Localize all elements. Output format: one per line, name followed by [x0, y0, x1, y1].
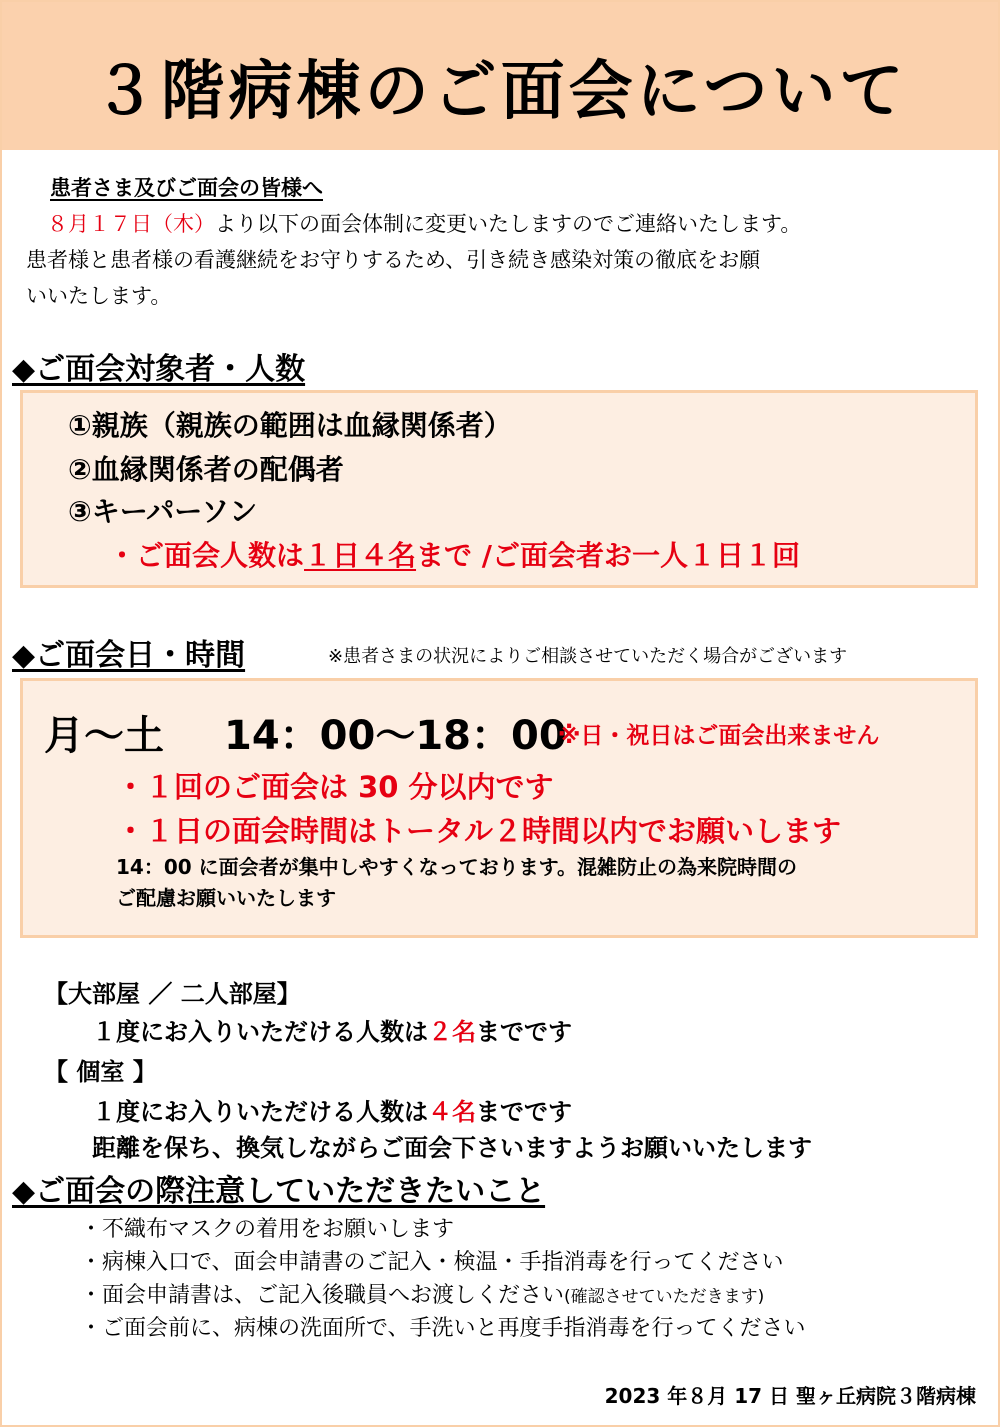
closed-days-note: ※日・祝日はご面会出来ません	[558, 723, 880, 749]
private-room-prefix: １度にお入りいただける人数は	[92, 1098, 428, 1126]
section-heading-precautions-text: ◆ご面会の際注意していただきたいこと	[12, 1174, 546, 1209]
shared-room-count: ２名	[428, 1018, 476, 1046]
hours-consult-note: ※患者さまの状況によりご相談させていただく場合がございます	[328, 646, 848, 667]
congestion-note-1: 14：00 に面会者が集中しやすくなっております。混雑防止の為来院時間の	[116, 855, 798, 879]
congestion-note-2: ご配慮お願いいたします	[116, 886, 336, 910]
intro-date: ８月１７日（木）	[47, 212, 215, 236]
visitor-limit	[108, 534, 800, 574]
intro-line-1-rest: より以下の面会体制に変更いたしますのでご連絡いたします。	[215, 212, 802, 236]
section-heading-hours	[12, 630, 245, 674]
visitor-limit-underlined: １日４名	[304, 539, 417, 572]
private-room-heading: 【 個室 】	[44, 1058, 157, 1086]
section-heading-visitors	[12, 344, 305, 388]
distance-note: 距離を保ち、換気しながらご面会下さいますようお願いいたします	[92, 1134, 812, 1162]
private-room-limit	[92, 1092, 572, 1127]
precaution-item-4: ・ご面会前に、病棟の洗面所で、手洗いと再度手指消毒を行ってください	[80, 1316, 806, 1341]
intro-line-2: 患者様と患者様の看護継続をお守りするため、引き続き感染対策の徹底をお願	[26, 248, 761, 272]
greeting: 患者さま及びご面会の皆様へ	[50, 176, 323, 200]
private-room-suffix: までです	[476, 1098, 572, 1126]
title-banner	[2, 2, 998, 150]
visit-days: 月～土	[44, 713, 164, 759]
visit-hours: 14：00～18：00	[224, 713, 567, 759]
private-room-count: ４名	[428, 1098, 476, 1126]
visitor-limit-suffix: まで /ご面会者お一人１日１回	[416, 539, 801, 572]
precaution-item-3	[80, 1278, 764, 1309]
section-heading-hours-text: ◆ご面会日・時間	[12, 638, 246, 673]
intro-text	[26, 206, 801, 314]
visitor-limit-prefix: ・ご面会人数は	[108, 539, 305, 572]
visit-rule-1: ・１回のご面会は 30 分以内です	[116, 770, 554, 804]
visitor-item-3: ③キーパーソン	[68, 495, 258, 528]
visitor-item-1: ①親族（親族の範囲は血縁関係者）	[68, 409, 512, 442]
section-heading-visitors-text: ◆ご面会対象者・人数	[12, 352, 306, 387]
shared-room-heading: 【大部屋 ／ 二人部屋】	[44, 980, 301, 1008]
visit-rule-2: ・１日の面会時間はトータル２時間以内でお願いします	[116, 814, 842, 848]
intro-line-3: いいたします。	[26, 284, 172, 308]
visitor-item-2: ②血縁関係者の配偶者	[68, 453, 344, 486]
precaution-item-1: ・不織布マスクの着用をお願いします	[80, 1217, 455, 1242]
footer-signature: 2023 年８月 17 日 聖ヶ丘病院３階病棟	[604, 1384, 976, 1408]
precaution-item-3-note: (確認させていただきます)	[564, 1287, 765, 1307]
shared-room-prefix: １度にお入りいただける人数は	[92, 1018, 428, 1046]
precaution-item-2: ・病棟入口で、面会申請書のご記入・検温・手指消毒を行ってください	[80, 1250, 784, 1275]
section-heading-precautions	[12, 1166, 545, 1210]
precaution-item-3-main: ・面会申請書は、ご記入後職員へお渡しください	[80, 1283, 565, 1308]
shared-room-limit	[92, 1012, 572, 1047]
intro-line-1	[26, 206, 801, 242]
shared-room-suffix: までです	[476, 1018, 572, 1046]
page-title: ３階病棟のご面会について	[92, 55, 908, 129]
